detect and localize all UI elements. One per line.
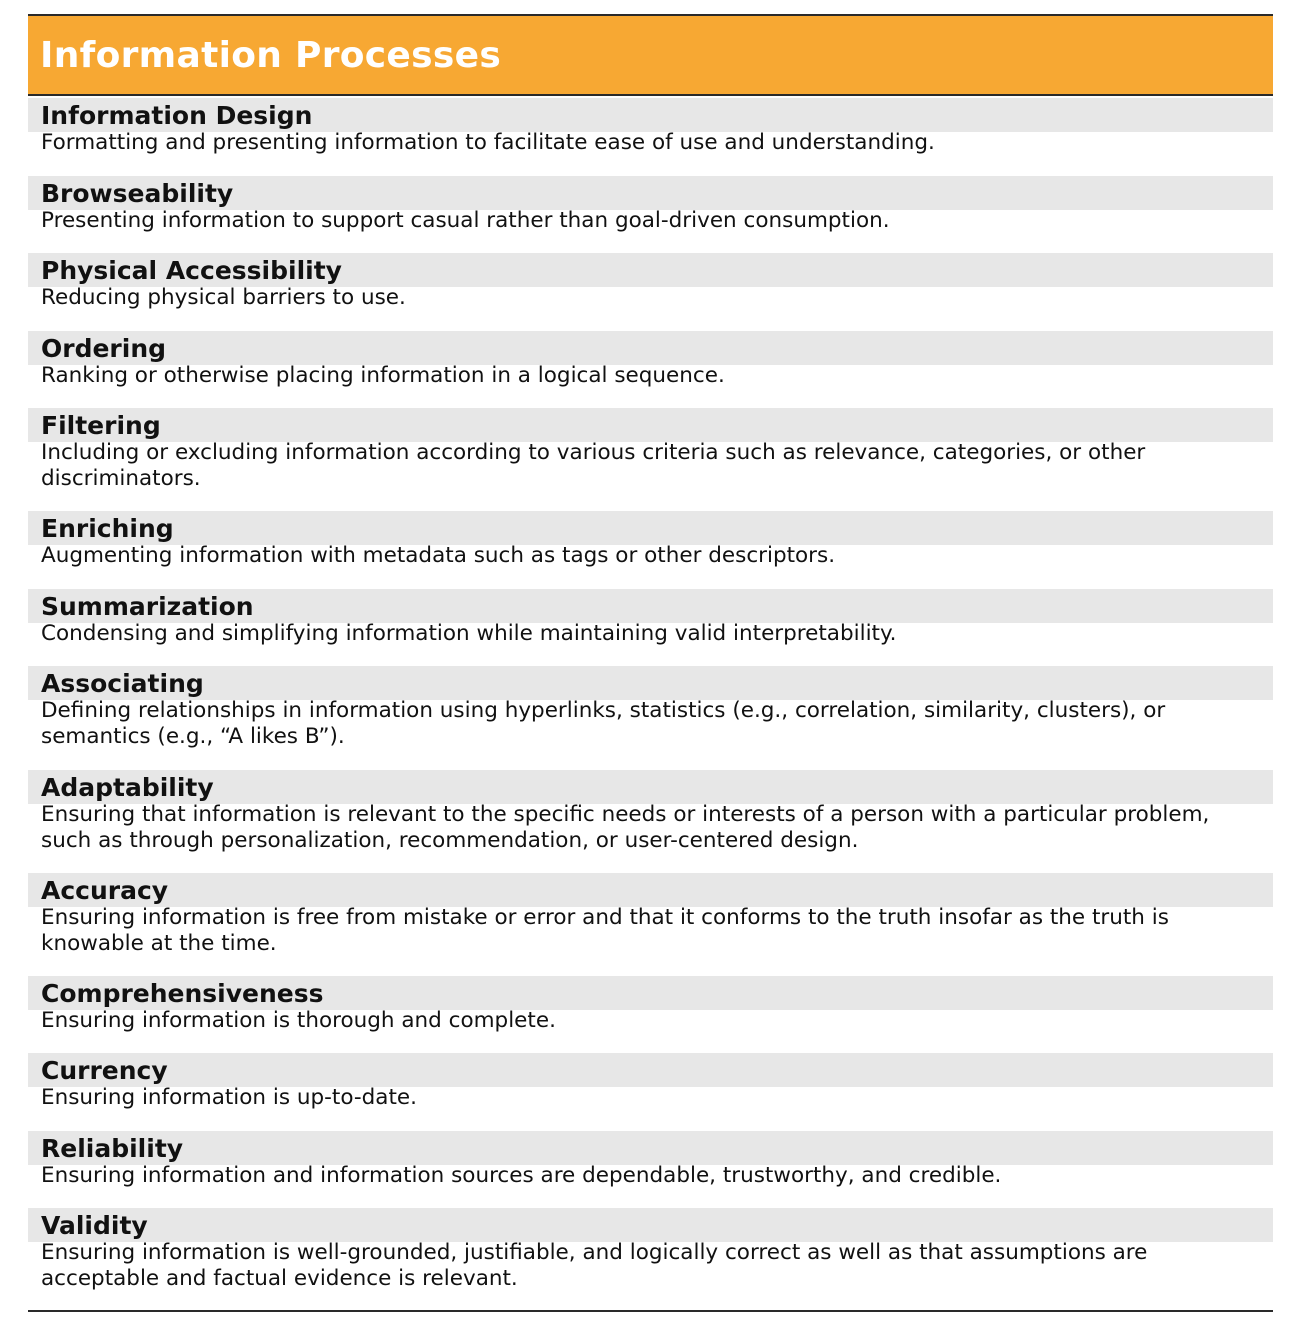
entry-description: Condensing and simplifying information while maintaining valid interpretability. [41, 621, 897, 646]
entry-name: Currency [28, 1053, 1273, 1087]
entry-name: Associating [28, 666, 1273, 700]
entry-description: Ensuring information is up-to-date. [41, 1085, 417, 1110]
entry-description: Augmenting information with metadata such as tags or other descriptors. [41, 543, 836, 568]
entry-name: Accuracy [28, 873, 1273, 907]
entry-description: Reducing physical barriers to use. [41, 285, 406, 310]
table-title: Information Processes [40, 34, 502, 76]
entry-description: Defining relationships in information using hyperlinks, statistics (e.g., correlation, similarity, clusters), or semantics (e.g., “A likes B”). [41, 698, 1166, 749]
entry-name: Enriching [28, 511, 1273, 545]
entry-description: Formatting and presenting information to facilitate ease of use and understanding. [41, 130, 935, 155]
entry-description: Ensuring information is thorough and complete. [41, 1008, 556, 1033]
entry-ordering [28, 331, 1273, 389]
entry-adaptability [28, 770, 1273, 853]
entry-description: Ranking or otherwise placing information in a logical sequence. [41, 363, 725, 388]
entry-browseability [28, 176, 1273, 234]
entry-validity [28, 1208, 1273, 1291]
entry-name: Ordering [28, 331, 1273, 365]
entry-description: Presenting information to support casual rather than goal-driven consumption. [41, 208, 890, 233]
entry-enriching [28, 511, 1273, 569]
entry-filtering [28, 408, 1273, 491]
entry-name: Summarization [28, 589, 1273, 623]
entry-description: Including or excluding information according to various criteria such as relevance, categories, or other discriminators. [41, 440, 1146, 491]
entry-description: Ensuring information is well-grounded, justifiable, and logically correct as well as that assumptions are acceptable and factual evidence is relevant. [41, 1240, 1148, 1291]
entry-name: Information Design [28, 98, 1273, 132]
entry-name: Reliability [28, 1131, 1273, 1165]
entry-name: Validity [28, 1208, 1273, 1242]
entry-information-design [28, 98, 1273, 156]
table-header [28, 16, 1273, 96]
entry-description: Ensuring information and information sources are dependable, trustworthy, and credible. [41, 1163, 1002, 1188]
entry-accuracy [28, 873, 1273, 956]
entry-currency [28, 1053, 1273, 1111]
entry-comprehensiveness [28, 976, 1273, 1034]
entry-summarization [28, 589, 1273, 647]
entry-name: Filtering [28, 408, 1273, 442]
entry-name: Physical Accessibility [28, 253, 1273, 287]
entry-reliability [28, 1131, 1273, 1189]
entry-name: Adaptability [28, 770, 1273, 804]
information-processes-table [28, 14, 1273, 1312]
entry-name: Comprehensiveness [28, 976, 1273, 1010]
entry-name: Browseability [28, 176, 1273, 210]
entry-associating [28, 666, 1273, 749]
entry-description: Ensuring that information is relevant to the specific needs or interests of a person with a particular problem, such as through personalization, recommendation, or user-centered design. [41, 802, 1210, 853]
entry-description: Ensuring information is free from mistake or error and that it conforms to the truth insofar as the truth is knowable at the time. [41, 905, 1169, 956]
entry-physical-accessibility [28, 253, 1273, 311]
